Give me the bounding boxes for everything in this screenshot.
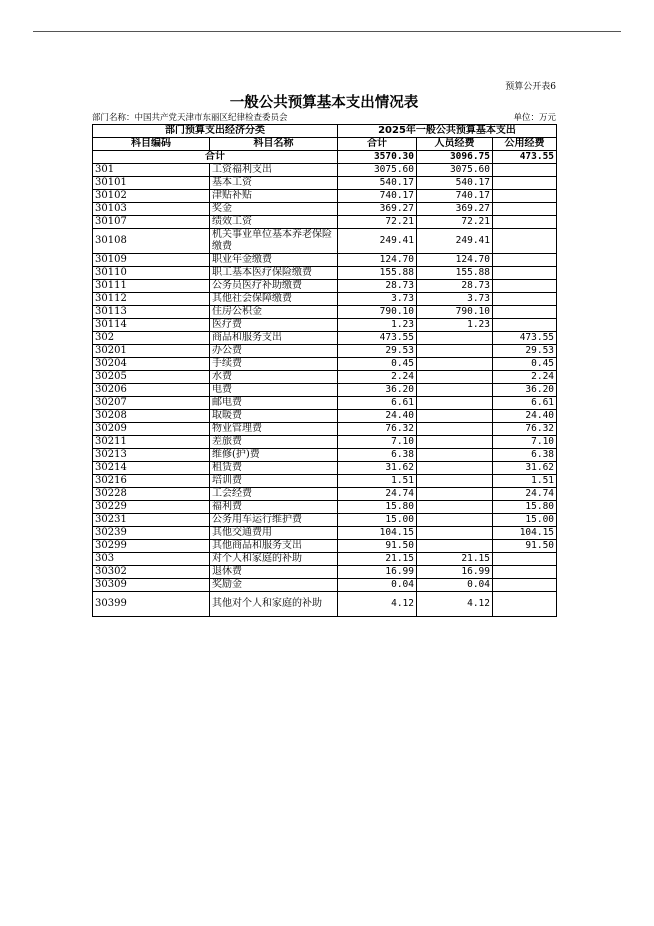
row-personnel xyxy=(417,527,493,540)
row-personnel: 3.73 xyxy=(417,293,493,306)
row-public: 91.50 xyxy=(493,540,557,553)
row-personnel xyxy=(417,384,493,397)
row-name: 职工基本医疗保险缴费 xyxy=(210,267,338,280)
row-code: 30103 xyxy=(93,203,210,216)
row-total: 21.15 xyxy=(338,553,417,566)
header-name: 科目名称 xyxy=(210,138,338,151)
row-name: 其他对个人和家庭的补助 xyxy=(210,592,338,617)
row-code: 30108 xyxy=(93,229,210,254)
table-row xyxy=(93,514,557,527)
row-total: 540.17 xyxy=(338,177,417,190)
table-row xyxy=(93,566,557,579)
row-public: 1.51 xyxy=(493,475,557,488)
row-name: 津贴补贴 xyxy=(210,190,338,203)
row-public: 6.38 xyxy=(493,449,557,462)
row-personnel xyxy=(417,488,493,501)
row-total: 28.73 xyxy=(338,280,417,293)
row-name: 住房公积金 xyxy=(210,306,338,319)
row-public: 7.10 xyxy=(493,436,557,449)
row-public xyxy=(493,306,557,319)
row-name: 退休费 xyxy=(210,566,338,579)
table-row xyxy=(93,280,557,293)
row-total: 740.17 xyxy=(338,190,417,203)
table-row xyxy=(93,358,557,371)
row-code: 30206 xyxy=(93,384,210,397)
row-code: 30214 xyxy=(93,462,210,475)
row-name: 其他交通费用 xyxy=(210,527,338,540)
row-name: 职业年金缴费 xyxy=(210,254,338,267)
row-total: 6.61 xyxy=(338,397,417,410)
row-personnel: 369.27 xyxy=(417,203,493,216)
row-personnel: 0.04 xyxy=(417,579,493,592)
row-total: 72.21 xyxy=(338,216,417,229)
table-row xyxy=(93,579,557,592)
row-public xyxy=(493,553,557,566)
row-total: 16.99 xyxy=(338,566,417,579)
row-public xyxy=(493,203,557,216)
row-public xyxy=(493,319,557,332)
table-row xyxy=(93,449,557,462)
table-row xyxy=(93,306,557,319)
row-name: 差旅费 xyxy=(210,436,338,449)
table-row xyxy=(93,319,557,332)
row-name: 公务用车运行维护费 xyxy=(210,514,338,527)
table-row xyxy=(93,501,557,514)
row-code: 30299 xyxy=(93,540,210,553)
row-public: 36.20 xyxy=(493,384,557,397)
row-total: 790.10 xyxy=(338,306,417,319)
row-total: 2.24 xyxy=(338,371,417,384)
row-personnel: 155.88 xyxy=(417,267,493,280)
row-code: 30109 xyxy=(93,254,210,267)
row-personnel: 72.21 xyxy=(417,216,493,229)
row-personnel: 3075.60 xyxy=(417,164,493,177)
row-public: 104.15 xyxy=(493,527,557,540)
row-personnel xyxy=(417,332,493,345)
row-personnel xyxy=(417,514,493,527)
row-code: 30110 xyxy=(93,267,210,280)
row-code: 302 xyxy=(93,332,210,345)
row-name: 取暖费 xyxy=(210,410,338,423)
row-public: 24.74 xyxy=(493,488,557,501)
row-public: 0.45 xyxy=(493,358,557,371)
table-row xyxy=(93,397,557,410)
table-row xyxy=(93,384,557,397)
table-row xyxy=(93,592,557,617)
row-personnel xyxy=(417,345,493,358)
header-budget-2025: 2025年一般公共预算基本支出 xyxy=(338,125,557,138)
row-name: 水费 xyxy=(210,371,338,384)
summary-public: 473.55 xyxy=(493,151,557,164)
row-public xyxy=(493,216,557,229)
table-row xyxy=(93,371,557,384)
row-name: 手续费 xyxy=(210,358,338,371)
table-row xyxy=(93,216,557,229)
table-tag: 预算公开表6 xyxy=(505,82,556,92)
row-personnel: 740.17 xyxy=(417,190,493,203)
row-public xyxy=(493,229,557,254)
table-row xyxy=(93,332,557,345)
header-group-row xyxy=(93,125,557,138)
row-name: 基本工资 xyxy=(210,177,338,190)
row-code: 30114 xyxy=(93,319,210,332)
header-total: 合计 xyxy=(338,138,417,151)
row-total: 4.12 xyxy=(338,592,417,617)
budget-table xyxy=(92,124,557,617)
row-code: 30201 xyxy=(93,345,210,358)
row-name: 福利费 xyxy=(210,501,338,514)
row-code: 30309 xyxy=(93,579,210,592)
row-name: 电费 xyxy=(210,384,338,397)
row-code: 30113 xyxy=(93,306,210,319)
row-name: 物业管理费 xyxy=(210,423,338,436)
row-personnel xyxy=(417,436,493,449)
row-total: 6.38 xyxy=(338,449,417,462)
row-code: 30399 xyxy=(93,592,210,617)
table-row xyxy=(93,462,557,475)
table-row xyxy=(93,540,557,553)
table-row xyxy=(93,203,557,216)
row-code: 30204 xyxy=(93,358,210,371)
row-name: 医疗费 xyxy=(210,319,338,332)
row-code: 30239 xyxy=(93,527,210,540)
top-rule xyxy=(33,31,621,32)
row-total: 369.27 xyxy=(338,203,417,216)
table-row xyxy=(93,345,557,358)
row-name: 培训费 xyxy=(210,475,338,488)
row-public xyxy=(493,177,557,190)
row-total: 24.40 xyxy=(338,410,417,423)
row-code: 30102 xyxy=(93,190,210,203)
row-personnel: 16.99 xyxy=(417,566,493,579)
row-personnel xyxy=(417,371,493,384)
row-total: 155.88 xyxy=(338,267,417,280)
row-public: 31.62 xyxy=(493,462,557,475)
summary-label: 合计 xyxy=(93,151,338,164)
row-code: 30228 xyxy=(93,488,210,501)
table-row xyxy=(93,527,557,540)
row-code: 30216 xyxy=(93,475,210,488)
table-row xyxy=(93,177,557,190)
row-name: 维修(护)费 xyxy=(210,449,338,462)
row-personnel xyxy=(417,501,493,514)
row-total: 36.20 xyxy=(338,384,417,397)
row-code: 30205 xyxy=(93,371,210,384)
row-personnel: 540.17 xyxy=(417,177,493,190)
table-row xyxy=(93,553,557,566)
row-total: 1.51 xyxy=(338,475,417,488)
unit-label: 单位：万元 xyxy=(513,113,556,123)
row-code: 30107 xyxy=(93,216,210,229)
row-personnel xyxy=(417,475,493,488)
row-name: 绩效工资 xyxy=(210,216,338,229)
row-total: 15.00 xyxy=(338,514,417,527)
row-name: 对个人和家庭的补助 xyxy=(210,553,338,566)
row-code: 30101 xyxy=(93,177,210,190)
row-public: 6.61 xyxy=(493,397,557,410)
row-total: 0.04 xyxy=(338,579,417,592)
row-personnel xyxy=(417,410,493,423)
row-name: 其他商品和服务支出 xyxy=(210,540,338,553)
row-total: 29.53 xyxy=(338,345,417,358)
row-code: 30231 xyxy=(93,514,210,527)
row-total: 7.10 xyxy=(338,436,417,449)
row-name: 奖励金 xyxy=(210,579,338,592)
row-personnel: 249.41 xyxy=(417,229,493,254)
row-code: 303 xyxy=(93,553,210,566)
row-total: 124.70 xyxy=(338,254,417,267)
row-public xyxy=(493,566,557,579)
row-code: 30211 xyxy=(93,436,210,449)
row-name: 机关事业单位基本养老保险缴费 xyxy=(210,229,338,254)
row-total: 104.15 xyxy=(338,527,417,540)
row-total: 3075.60 xyxy=(338,164,417,177)
row-total: 24.74 xyxy=(338,488,417,501)
row-personnel: 124.70 xyxy=(417,254,493,267)
table-row xyxy=(93,436,557,449)
row-total: 249.41 xyxy=(338,229,417,254)
row-total: 473.55 xyxy=(338,332,417,345)
row-code: 30213 xyxy=(93,449,210,462)
row-name: 工会经费 xyxy=(210,488,338,501)
row-public: 15.80 xyxy=(493,501,557,514)
table-row xyxy=(93,164,557,177)
row-name: 办公费 xyxy=(210,345,338,358)
table-row xyxy=(93,267,557,280)
row-public: 24.40 xyxy=(493,410,557,423)
row-total: 1.23 xyxy=(338,319,417,332)
header-code: 科目编码 xyxy=(93,138,210,151)
row-public xyxy=(493,190,557,203)
row-code: 30302 xyxy=(93,566,210,579)
table-row xyxy=(93,229,557,254)
table-row xyxy=(93,423,557,436)
department-name: 部门名称：中国共产党天津市东丽区纪律检查委员会 xyxy=(92,113,288,123)
row-public xyxy=(493,592,557,617)
header-economic-classification: 部门预算支出经济分类 xyxy=(93,125,338,138)
row-personnel: 28.73 xyxy=(417,280,493,293)
row-personnel xyxy=(417,358,493,371)
summary-row xyxy=(93,151,557,164)
row-code: 30207 xyxy=(93,397,210,410)
row-public xyxy=(493,579,557,592)
row-public: 76.32 xyxy=(493,423,557,436)
row-code: 30208 xyxy=(93,410,210,423)
row-personnel: 1.23 xyxy=(417,319,493,332)
row-public: 2.24 xyxy=(493,371,557,384)
header-column-row xyxy=(93,138,557,151)
row-public: 15.00 xyxy=(493,514,557,527)
row-public: 473.55 xyxy=(493,332,557,345)
table-row xyxy=(93,475,557,488)
row-total: 15.80 xyxy=(338,501,417,514)
table-row xyxy=(93,488,557,501)
document-title: 一般公共预算基本支出情况表 xyxy=(229,95,419,111)
row-code: 301 xyxy=(93,164,210,177)
table-row xyxy=(93,293,557,306)
table-row xyxy=(93,254,557,267)
row-public: 29.53 xyxy=(493,345,557,358)
row-name: 商品和服务支出 xyxy=(210,332,338,345)
row-total: 91.50 xyxy=(338,540,417,553)
row-total: 76.32 xyxy=(338,423,417,436)
row-name: 租赁费 xyxy=(210,462,338,475)
row-personnel xyxy=(417,462,493,475)
row-personnel xyxy=(417,423,493,436)
header-public: 公用经费 xyxy=(493,138,557,151)
row-name: 奖金 xyxy=(210,203,338,216)
row-name: 其他社会保障缴费 xyxy=(210,293,338,306)
row-personnel xyxy=(417,397,493,410)
row-name: 邮电费 xyxy=(210,397,338,410)
row-name: 公务员医疗补助缴费 xyxy=(210,280,338,293)
row-name: 工资福利支出 xyxy=(210,164,338,177)
summary-personnel: 3096.75 xyxy=(417,151,493,164)
row-personnel: 4.12 xyxy=(417,592,493,617)
row-public xyxy=(493,267,557,280)
header-personnel: 人员经费 xyxy=(417,138,493,151)
row-personnel: 21.15 xyxy=(417,553,493,566)
row-code: 30229 xyxy=(93,501,210,514)
row-total: 0.45 xyxy=(338,358,417,371)
summary-total: 3570.30 xyxy=(338,151,417,164)
row-public xyxy=(493,280,557,293)
row-personnel xyxy=(417,540,493,553)
row-code: 30209 xyxy=(93,423,210,436)
row-code: 30111 xyxy=(93,280,210,293)
row-public xyxy=(493,164,557,177)
row-code: 30112 xyxy=(93,293,210,306)
row-public xyxy=(493,254,557,267)
row-total: 31.62 xyxy=(338,462,417,475)
table-row xyxy=(93,190,557,203)
table-row xyxy=(93,410,557,423)
row-personnel: 790.10 xyxy=(417,306,493,319)
row-public xyxy=(493,293,557,306)
row-total: 3.73 xyxy=(338,293,417,306)
row-personnel xyxy=(417,449,493,462)
